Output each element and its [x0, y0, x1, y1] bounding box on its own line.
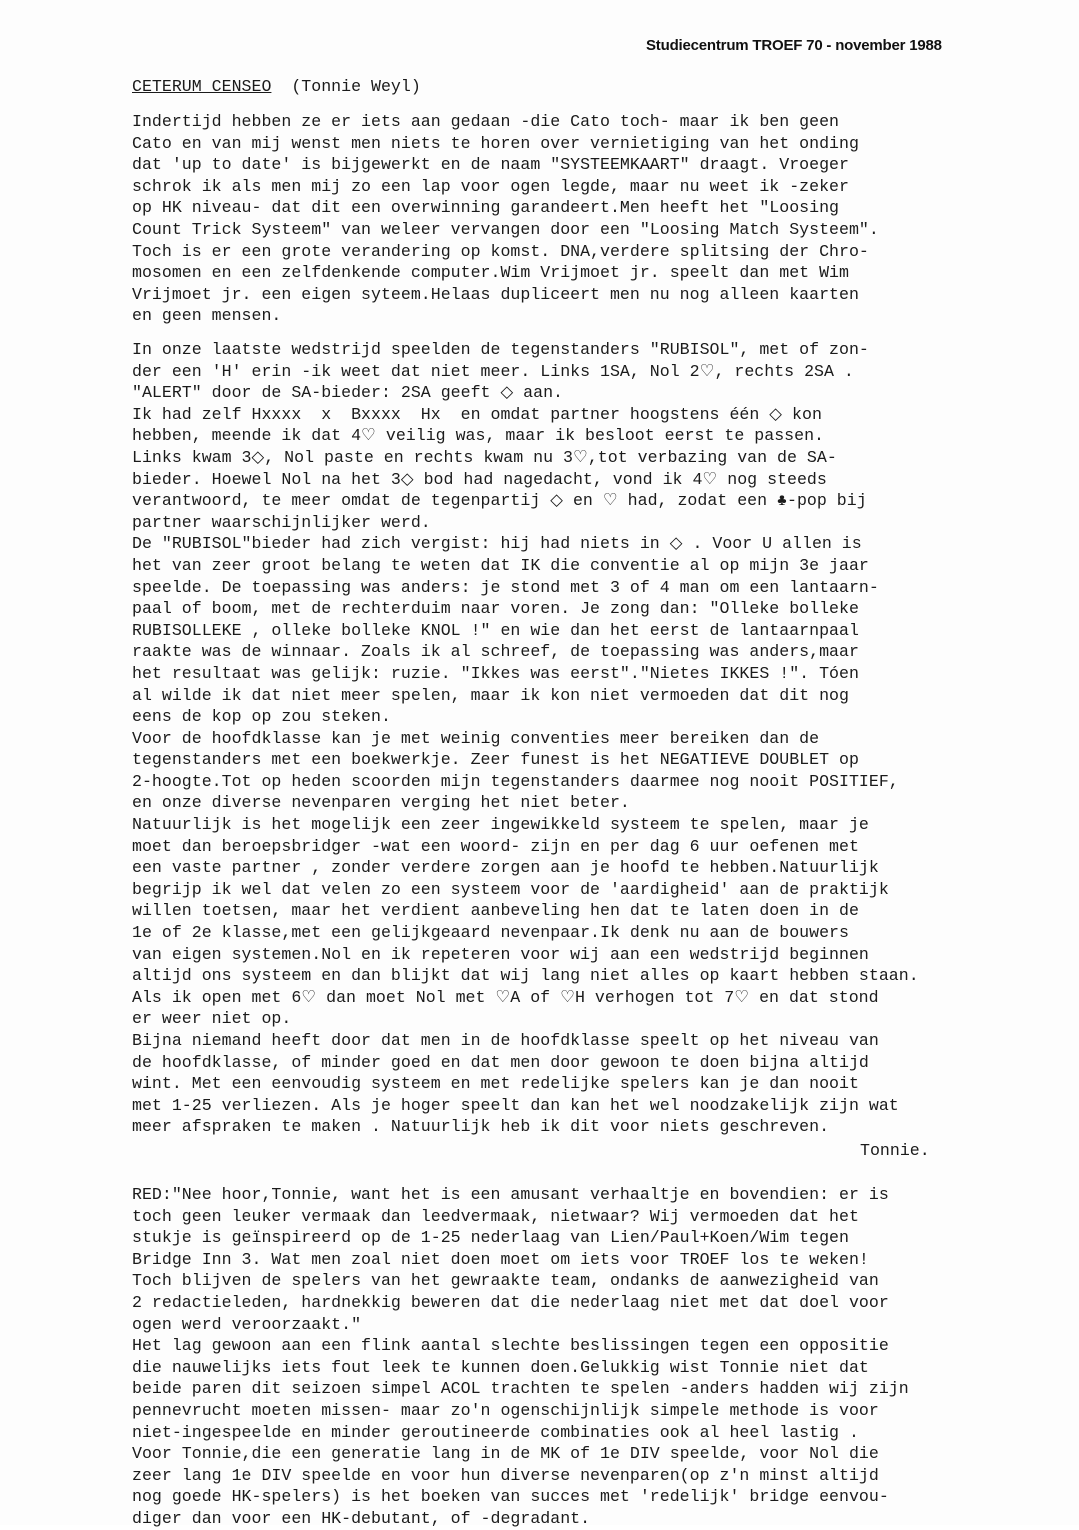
article-title: CETERUM CENSEO	[132, 77, 272, 96]
page-header: Studiecentrum TROEF 70 - november 1988	[646, 37, 942, 54]
text-line: meer afspraken te maken . Natuurlijk heb ik dit voor niets geschreven.	[132, 1117, 830, 1137]
text-line: paal of boom, met de rechterduim naar voren. Je zong dan: "Olleke bolleke	[132, 599, 859, 619]
text-line: ogen werd veroorzaakt."	[132, 1314, 362, 1334]
article-author: (Tonnie Weyl)	[291, 77, 421, 96]
text-line: toch geen leuker vermaak dan leedvermaak, nietwaar? Wij vermoeden dat het	[132, 1206, 859, 1226]
text-line: het resultaat was gelijk: ruzie. "Ikkes was eerst"."Nietes IKKES !". Tóen	[132, 663, 859, 683]
text-line: partner waarschijnlijker werd.	[132, 512, 431, 532]
text-line: op HK niveau- dat dit een overwinning garandeert.Men heeft het "Loosing	[132, 198, 840, 218]
text-line: nog goede HK-spelers) is het boeken van succes met 'redelijk' bridge eenvou-	[132, 1487, 889, 1507]
text-line: Het lag gewoon aan een flink aantal slechte beslissingen tegen een oppositie	[132, 1336, 889, 1356]
paragraph-main	[132, 339, 1032, 1138]
text-line: Links kwam 3◇, Nol paste en rechts kwam nu 3♡,tot verbazing van de SA-	[132, 447, 837, 467]
text-line: van eigen systemen.Nol en ik repeteren voor wij aan een wedstrijd beginnen	[132, 944, 869, 964]
text-line: een vaste partner , zonder verdere zorgen aan je hoofd te hebben.Natuurlijk	[132, 858, 879, 878]
text-line: en geen mensen.	[132, 306, 282, 326]
text-line: raakte was de winnaar. Zoals ik al schreef, de toepassing was anders,maar	[132, 642, 859, 662]
text-line: Bijna niemand heeft door dat men in de hoofdklasse speelt op het niveau van	[132, 1031, 879, 1050]
editorial-reply	[132, 1184, 1032, 1530]
text-line: zeer lang 1e DIV speelde en voor hun diverse nevenparen(op z'n minst altijd	[132, 1465, 879, 1485]
text-line: mosomen en een zelfdenkende computer.Wim Vrijmoet jr. speelt dan met Wim	[132, 263, 849, 283]
text-line: speelde. De toepassing was anders: je stond met 3 of 4 man om een lantaarn-	[132, 577, 879, 597]
text-line: beide paren dit seizoen simpel ACOL trachten te spelen -anders hadden wij zijn	[132, 1379, 909, 1399]
text-line: RUBISOLLEKE , olleke bolleke KNOL !" en wie dan het eerst de lantaarnpaal	[132, 620, 859, 640]
article-heading	[132, 76, 1032, 98]
text-line: al wilde ik dat niet meer spelen, maar ik kon niet vermoeden dat dit nog	[132, 685, 849, 705]
paragraph-intro	[132, 111, 1032, 327]
signature: Tonnie.	[860, 1141, 930, 1160]
text-line: 2 redactieleden, hardnekkig beweren dat die nederlaag niet met dat doel voor	[132, 1292, 889, 1312]
text-line: wint. Met een eenvoudig systeem en met redelijke spelers kan je dan nooit	[132, 1074, 859, 1094]
text-line: altijd ons systeem en dan blijkt dat wij lang niet alles op kaart hebben staan.	[132, 966, 919, 986]
text-line: "ALERT" door de SA-bieder: 2SA geeft ◇ aan.	[132, 383, 563, 403]
text-line: en onze diverse nevenparen verging het niet beter.	[132, 793, 630, 813]
text-line: Ik had zelf Hxxxx x Bxxxx Hx en omdat partner hoogstens één ◇ kon	[132, 404, 822, 424]
text-line: dat 'up to date' is bijgewerkt en de naam "SYSTEEMKAART" draagt. Vroeger	[132, 155, 849, 175]
text-line: Toch blijven de spelers van het gewraakte team, ondanks de aanwezigheid van	[132, 1271, 879, 1291]
text-line: Als ik open met 6♡ dan moet Nol met ♡A of ♡H verhogen tot 7♡ en dat stond	[132, 987, 879, 1007]
text-line: moet dan beroepsbridger -wat een woord- zijn en per dag 6 uur oefenen met	[132, 836, 859, 856]
text-line: Toch is er een grote verandering op komst. DNA,verdere splitsing der Chro-	[132, 241, 869, 261]
text-line: 2-hoogte.Tot op heden scoorden mijn tegenstanders daarmee nog nooit POSITIEF,	[132, 771, 899, 791]
text-line: verantwoord, te meer omdat de tegenpartij ◇ en ♡ had, zodat een ♣-pop bij	[132, 491, 867, 511]
text-line: Indertijd hebben ze er iets aan gedaan -die Cato toch- maar ik ben geen	[132, 112, 840, 131]
text-line: willen toetsen, maar het verdient aanbeveling hen dat te laten doen in de	[132, 901, 859, 921]
text-line: der een 'H' erin -ik weet dat niet meer. Links 1SA, Nol 2♡, rechts 2SA .	[132, 361, 854, 381]
text-line: Natuurlijk is het mogelijk een zeer ingewikkeld systeem te spelen, maar je	[132, 815, 869, 835]
text-line: schrok ik als men mij zo een lap voor ogen legde, maar nu weet ik -zeker	[132, 176, 849, 196]
text-line: Voor de hoofdklasse kan je met weinig conventies meer bereiken dan de	[132, 728, 820, 748]
text-line: pennevrucht moeten missen- maar zo'n ogenschijnlijk simpele methode is voor	[132, 1400, 879, 1420]
text-line: Voor Tonnie,die een generatie lang in de MK of 1e DIV speelde, voor Nol die	[132, 1444, 879, 1464]
text-line: 1e of 2e klasse,met een gelijkgeaard nevenpaar.Ik denk nu aan de bouwers	[132, 923, 849, 943]
text-line: tegenstanders met een boekwerkje. Zeer funest is het NEGATIEVE DOUBLET op	[132, 750, 859, 770]
text-line: eens de kop op zou steken.	[132, 707, 391, 727]
text-line: hebben, meende ik dat 4♡ veilig was, maar ik besloot eerst te passen.	[132, 426, 825, 446]
text-line: In onze laatste wedstrijd speelden de tegenstanders "RUBISOL", met of zon-	[132, 340, 869, 359]
text-line: De "RUBISOL"bieder had zich vergist: hij had niets in ◇ . Voor U allen is	[132, 534, 862, 554]
text-line: Vrijmoet jr. een eigen syteem.Helaas dupliceert men nu nog alleen kaarten	[132, 284, 859, 304]
text-line: RED:"Nee hoor,Tonnie, want het is een amusant verhaaltje en bovendien: er is	[132, 1185, 889, 1204]
text-line: het van zeer groot belang te weten dat IK die conventie al op mijn 3e jaar	[132, 555, 869, 575]
text-line: die nauwelijks iets fout leek te kunnen doen.Gelukkig wist Tonnie niet dat	[132, 1357, 869, 1377]
text-line: bieder. Hoewel Nol na het 3◇ bod had nagedacht, vond ik 4♡ nog steeds	[132, 469, 827, 489]
text-line: diger dan voor een HK-debutant, of -degradant.	[132, 1508, 591, 1528]
text-line: er weer niet op.	[132, 1009, 292, 1029]
text-line: Cato en van mij wenst men niets te horen over vernietiging van het onding	[132, 133, 859, 153]
text-line: de hoofdklasse, of minder goed en dat men door gewoon te doen bijna altijd	[132, 1052, 869, 1072]
text-line: Count Trick Systeem" van weleer vervangen door een "Loosing Match Systeem".	[132, 219, 879, 239]
text-line: begrijp ik wel dat velen zo een systeem voor de 'aardigheid' aan de praktijk	[132, 879, 889, 899]
text-line: niet-ingespeelde en minder geroutineerde combinaties ook al heel lastig .	[132, 1422, 859, 1442]
text-line: met 1-25 verliezen. Als je hoger speelt dan kan het wel noodzakelijk zijn wat	[132, 1095, 899, 1115]
text-line: Bridge Inn 3. Wat men zoal niet doen moet om iets voor TROEF los te weken!	[132, 1249, 869, 1269]
text-line: stukje is geïnspireerd op de 1-25 nederlaag van Lien/Paul+Koen/Wim tegen	[132, 1228, 849, 1248]
